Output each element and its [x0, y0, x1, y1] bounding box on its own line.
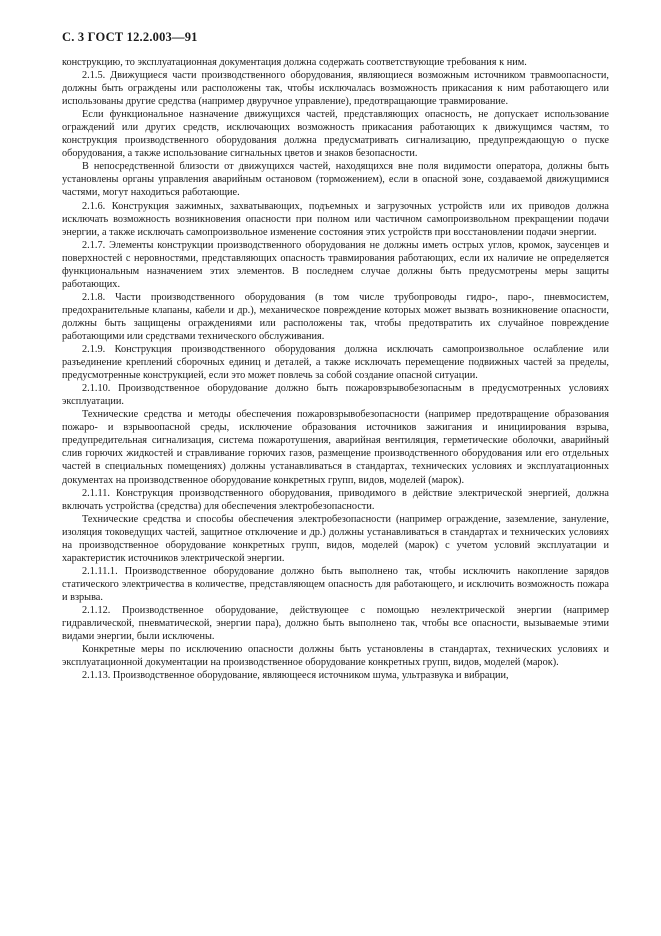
paragraph: 2.1.9. Конструкция производственного оборудования должна исключать самопроизвольное ослабление или разъединение креплений сборочных единиц и деталей, а также исключать перемещение подвижных частей за пределы, предусмотренные конструкцией, если это может повлечь за собой создание опасной ситуации.	[62, 344, 609, 382]
paragraph: 2.1.12. Производственное оборудование, действующее с помощью неэлектрической энергии (например гидравлической, пневматической, энергии пара), должно быть выполнено так, чтобы все опасности, вызываемые этими видами энергии, были исключены.	[62, 604, 609, 643]
page-header: С. 3 ГОСТ 12.2.003—91	[62, 30, 198, 44]
paragraph: Если функциональное назначение движущихся частей, представляющих опасность, не допускает использование ограждений или других средств, исключающих возможность прикасания работающих к движущимся частям, то конструкция производственного оборудования должна предусматривать сигнализацию, предупреждающую о пуске оборудования, а также использование сигнальных цветов и знаков безопасности.	[62, 109, 609, 160]
paragraph: В непосредственной близости от движущихся частей, находящихся вне поля видимости оператора, должны быть установлены органы управления аварийным остановом (торможением), если в опасной зоне, создаваемой движущимися частями, могут находиться работающие.	[62, 161, 609, 199]
paragraph: Конкретные меры по исключению опасности должны быть установлены в стандартах, технических условиях и эксплуатационной документации на производственное оборудование конкретных групп, видов, моделей (марок).	[62, 644, 609, 669]
body-text	[62, 56, 609, 682]
paragraph: 2.1.7. Элементы конструкции производственного оборудования не должны иметь острых углов, кромок, заусенцев и поверхностей с неровностями, представляющих опасность травмирования работающих, если их наличие не определяется функциональным назначением этих элементов. В последнем случае должны быть предусмотрены меры защиты работающих.	[62, 239, 609, 290]
paragraph: конструкцию, то эксплуатационная документация должна содержать соответствующие требования к ним.	[62, 57, 527, 68]
paragraph: Технические средства и способы обеспечения электробезопасности (например ограждение, заземление, зануление, изоляция токоведущих частей, защитное отключение и др.) должны устанавливаться в стандартах и технических условиях на производственное оборудование конкретных групп, видов, моделей (марок) с учетом условий эксплуатации и характеристик источников электрической энергии.	[62, 513, 609, 564]
paragraph: 2.1.11. Конструкция производственного оборудования, приводимого в действие электрической энергией, должна включать устройства (средства) для обеспечения электробезопасности.	[62, 487, 609, 512]
paragraph: 2.1.6. Конструкция зажимных, захватывающих, подъемных и загрузочных устройств или их приводов должна исключать возможность возникновения опасности при полном или частичном самопроизвольном прекращении подачи энергии, а также исключать самопроизвольное изменение состояния этих устройств при восстановлении подачи энергии.	[62, 200, 609, 238]
paragraph: 2.1.13. Производственное оборудование, являющееся источником шума, ультразвука и вибрации,	[82, 670, 509, 682]
paragraph: 2.1.10. Производственное оборудование должно быть пожаровзрывобезопасным в предусмотренных условиях эксплуатации.	[62, 383, 609, 408]
paragraph: 2.1.5. Движущиеся части производственного оборудования, являющиеся возможным источником травмоопасности, должны быть ограждены или расположены так, чтобы исключалась возможность прикасания к ним работающего или использованы другие средства (например двуручное управление), предотвращающие травмирование.	[62, 70, 609, 108]
paragraph: 2.1.11.1. Производственное оборудование должно быть выполнено так, чтобы исключить накопление зарядов статического электричества в количестве, представляющем опасность для работающего, и исключить возможность пожара и взрыва.	[62, 565, 609, 603]
paragraph: Технические средства и методы обеспечения пожаровзрывобезопасности (например предотвращение образования пожаро- и взрывоопасной среды, исключение образования источников зажигания и инициирования взрыва, предупредительная сигнализация, система пожаротушения, аварийная вентиляция, герметические оболочки, аварийный слив горючих жидкостей и стравливание горючих газов, размещение производственного оборудования или его отдельных частей в специальных помещениях) должны устанавливаться в стандартах, технических условиях и эксплуатационных документах на производственное оборудование конкретных групп, видов, моделей (марок).	[62, 409, 609, 486]
paragraph: 2.1.8. Части производственного оборудования (в том числе трубопроводы гидро-, паро-, пневмосистем, предохранительные клапаны, кабели и др.), механическое повреждение которых может вызвать возникновение опасности, должны быть защищены ограждениями или расположены так, чтобы предотвратить их случайное повреждение работающими или средствами технического обслуживания.	[62, 291, 609, 342]
